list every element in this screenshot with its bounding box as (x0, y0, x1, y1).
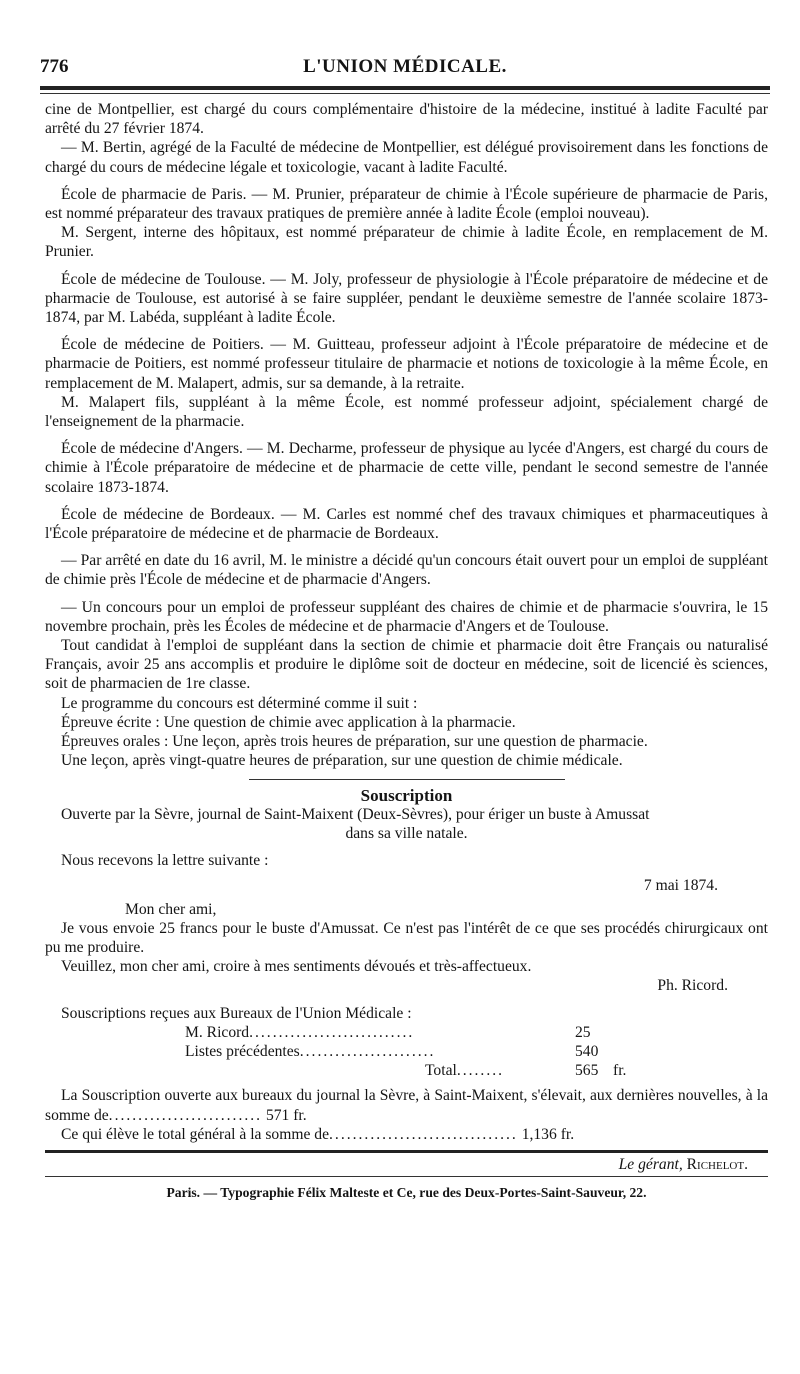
subscription-total (45, 1061, 768, 1080)
total-unit: fr. (613, 1062, 627, 1080)
received-intro: Souscriptions reçues aux Bureaux de l'Union Médicale : (61, 1004, 412, 1022)
paragraph-epreuves-orales: Épreuves orales : Une leçon, après trois heures de préparation, sur une question de pharmacie. (61, 733, 648, 751)
footer-rule-thick (45, 1150, 768, 1153)
gerant-name: Richelot. (686, 1155, 748, 1173)
page-header (40, 56, 770, 86)
letter-body: Je vous envoie 25 francs pour le buste d'Amussat. Ce n'est pas l'intérêt de ce que ses procédés chirurgicaux ont pu me produire. (45, 919, 768, 956)
paragraph-epreuve-ecrite: Épreuve écrite : Une question de chimie avec application à la pharmacie. (61, 713, 516, 731)
leader-dots: ....................... (299, 1042, 436, 1060)
paragraph-lecon: Une leçon, après vingt-quatre heures de préparation, sur une question de chimie médicale. (61, 752, 623, 770)
sevre-note-1-text: La Souscription ouverte aux bureaux du journal la Sèvre, à Saint-Maixent, s'élevait, aux dernières nouvelles, à la somme de (45, 1087, 768, 1124)
paragraph-concours: — Un concours pour un emploi de professeur suppléant des chaires de chimie et de pharmacie s'ouvrira, le 15 novembre prochain, près les Écoles de médecine et de pharmacie d'Angers et de Toulouse. (45, 598, 768, 635)
letter-salutation: Mon cher ami, (125, 900, 217, 918)
leader-dots: .......................... (108, 1106, 263, 1124)
entry-name: M. Ricord (185, 1023, 250, 1041)
paragraph-bertin: — M. Bertin, agrégé de la Faculté de médecine de Montpellier, est délégué provisoirement dans les fonctions de chargé du cours de médecine légale et toxicologie, vacant à ladite Faculté. (45, 139, 768, 176)
subscription-line-1: Ouverte par la Sèvre, journal de Saint-Maixent (Deux-Sèvres), pour ériger un buste à Amussat (61, 805, 650, 823)
leader-dots: ................................ (329, 1125, 518, 1143)
paragraph-poitiers: École de médecine de Poitiers. — M. Guitteau, professeur adjoint à l'École préparatoire de médecine et de pharmacie de Poitiers, est nommé professeur titulaire de pharmacie et notions de toxicologie à la même École, en remplacement de M. Malapert, admis, sur sa demande, à la retraite. (45, 336, 768, 392)
letter-signature: Ph. Ricord. (657, 977, 728, 995)
paragraph-programme: Le programme du concours est déterminé comme il suit : (61, 694, 418, 712)
section-divider (249, 779, 565, 780)
sevre-note-1 (45, 1086, 768, 1124)
header-rule-thin (40, 93, 770, 94)
leader-dots: ........ (456, 1062, 505, 1080)
leader-dots: ............................ (249, 1023, 415, 1041)
page-body (45, 100, 768, 1202)
total-label: Total (425, 1062, 457, 1080)
sevre-note-2-text: Ce qui élève le total général à la somme de (61, 1125, 330, 1143)
gerant-label: Le gérant, (618, 1155, 683, 1173)
entry-amount: 25 (575, 1023, 591, 1041)
paragraph-angers: École de médecine d'Angers. — M. Decharme, professeur de physique au lycée d'Angers, est chargé du cours de chimie à l'École préparatoire de médecine et de pharmacie de cette ville, pendant le second semestre de l'année scolaire 1873-1874. (45, 440, 768, 496)
gerant-line (45, 1155, 768, 1174)
subscription-entry (45, 1042, 768, 1061)
printer-imprint: Paris. — Typographie Félix Malteste et Ce, rue des Deux-Portes-Saint-Sauveur, 22. (166, 1185, 647, 1201)
sevre-note-2 (45, 1125, 768, 1144)
entry-amount: 540 (575, 1042, 599, 1060)
paragraph-bordeaux: École de médecine de Bordeaux. — M. Carles est nommé chef des travaux chimiques et pharmaceutiques à l'École préparatoire de médecine et de pharmacie de Bordeaux. (45, 505, 768, 543)
paragraph-malapert: M. Malapert fils, suppléant à la même École, est nommé professeur adjoint, spécialement chargé de l'enseignement de la pharmacie. (45, 393, 768, 431)
subscription-intro: Nous recevons la lettre suivante : (61, 852, 269, 870)
paragraph-arrete-angers: — Par arrêté en date du 16 avril, M. le ministre a décidé qu'un concours était ouvert pour un emploi de suppléant de chimie près l'École de médecine et de pharmacie d'Angers. (45, 552, 768, 589)
sevre-amount-2: 1,136 (521, 1125, 557, 1143)
sevre-unit-2: fr. (560, 1125, 575, 1143)
subscription-entry (45, 1023, 768, 1042)
paragraph-montpellier-history: cine de Montpellier, est chargé du cours complémentaire d'histoire de la médecine, institué à ladite Faculté par arrêté du 27 février 1874. (45, 101, 768, 138)
paragraph-sergent: M. Sergent, interne des hôpitaux, est nommé préparateur de chimie à ladite École, en remplacement de M. Prunier. (45, 224, 768, 261)
subscription-heading: Souscription (360, 785, 453, 805)
page-number: 776 (40, 56, 69, 77)
total-amount: 565 (575, 1062, 599, 1080)
paragraph-candidat: Tout candidat à l'emploi de suppléant dans la section de chimie et pharmacie doit être Français ou naturalisé Français, avoir 25 ans accomplis et produire le diplôme soit de docteur en médecine, soit de licencié ès sciences, soit de pharmacien de 1re classe. (45, 637, 768, 693)
letter-date: 7 mai 1874. (643, 877, 718, 895)
paragraph-toulouse: École de médecine de Toulouse. — M. Joly, professeur de physiologie à l'École préparatoire de médecine et de pharmacie de Toulouse, est autorisé à se faire suppléer, pendant le deuxième semestre de l'année scolaire 1873-1874, par M. Labéda, suppléant à ladite École. (45, 270, 768, 327)
letter-closing: Veuillez, mon cher ami, croire à mes sentiments dévoués et très-affectueux. (61, 958, 532, 976)
header-rule-thick (40, 86, 770, 90)
paragraph-paris-pharmacy: École de pharmacie de Paris. — M. Prunier, préparateur de chimie à l'École supérieure de pharmacie de Paris, est nommé préparateur des travaux pratiques de première année à ladite École (emploi nouveau). (45, 185, 768, 223)
subscription-line-2: dans sa ville natale. (345, 824, 468, 842)
sevre-unit-1: fr. (293, 1106, 307, 1124)
entry-name: Listes précédentes (185, 1042, 300, 1060)
running-title: L'UNION MÉDICALE. (303, 56, 507, 77)
footer-rule-thin (45, 1176, 768, 1177)
sevre-amount-1: 571 (265, 1106, 290, 1124)
